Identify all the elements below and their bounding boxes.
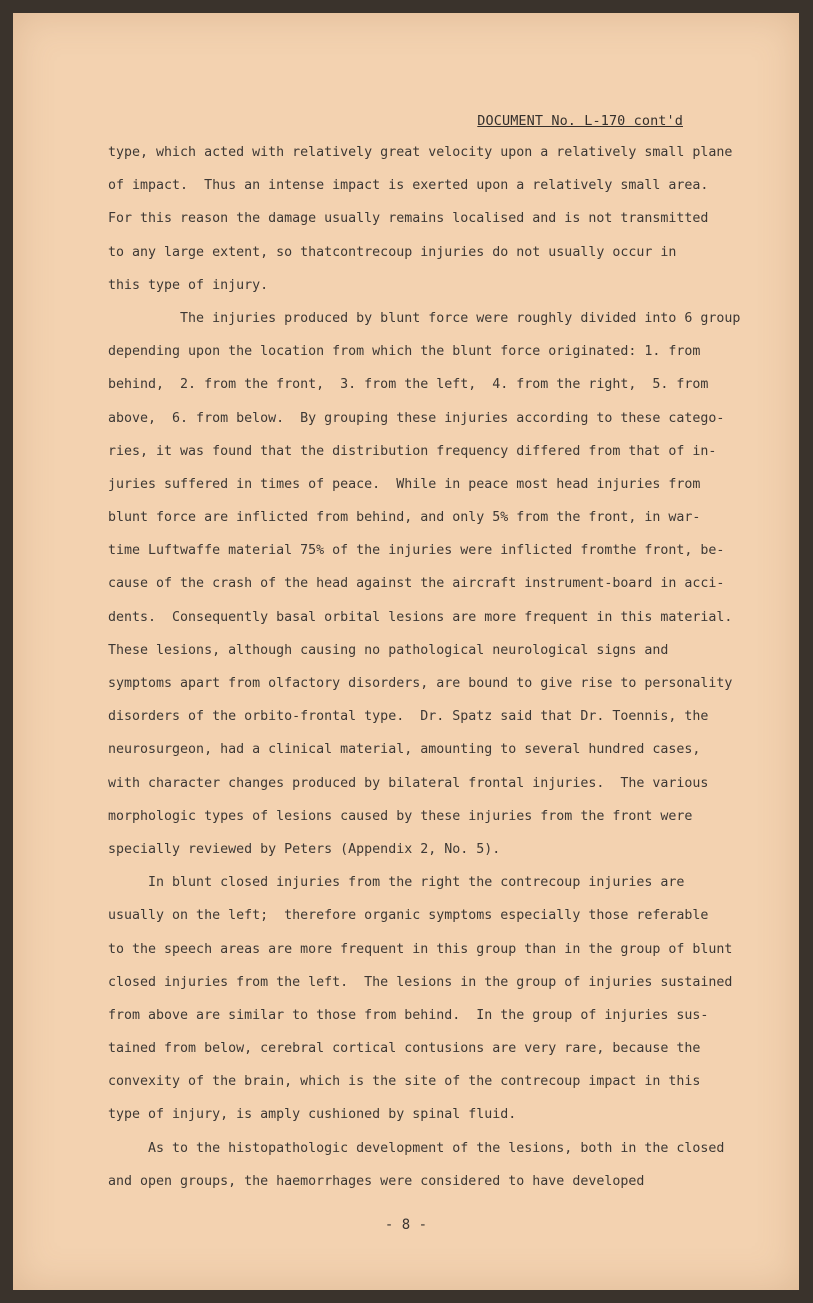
document-page xyxy=(13,13,799,1290)
text-line: closed injuries from the left. The lesions in the group of injuries sustained xyxy=(108,974,733,990)
text-line: with character changes produced by bilateral frontal injuries. The various xyxy=(108,775,709,791)
text-line: type of injury, is amply cushioned by spinal fluid. xyxy=(108,1107,517,1123)
text-line: neurosurgeon, had a clinical material, amounting to several hundred cases, xyxy=(108,742,701,758)
text-line: from above are similar to those from behind. In the group of injuries sus- xyxy=(108,1007,709,1023)
document-header: DOCUMENT No. L-170 cont'd xyxy=(477,113,683,129)
text-line: blunt force are inflicted from behind, and only 5% from the front, in war- xyxy=(108,510,701,526)
text-line: dents. Consequently basal orbital lesions are more frequent in this material. xyxy=(108,609,733,625)
text-line: symptoms apart from olfactory disorders, are bound to give rise to personality xyxy=(108,676,733,691)
text-line: These lesions, although causing no pathological neurological signs and xyxy=(108,642,669,658)
text-line: In blunt closed injuries from the right the contrecoup injuries are xyxy=(108,875,685,891)
text-line: type, which acted with relatively great velocity upon a relatively small plane xyxy=(108,145,733,160)
text-line: to any large extent, so thatcontrecoup injuries do not usually occur in xyxy=(108,244,677,260)
text-line: usually on the left; therefore organic symptoms especially those referable xyxy=(108,908,709,924)
text-line: ries, it was found that the distribution frequency differed from that of in- xyxy=(108,443,717,459)
text-line: disorders of the orbito-frontal type. Dr. Spatz said that Dr. Toennis, the xyxy=(108,709,709,725)
text-line: time Luftwaffe material 75% of the injuries were inflicted fromthe front, be- xyxy=(108,543,725,559)
text-line: of impact. Thus an intense impact is exerted upon a relatively small area. xyxy=(108,178,709,194)
text-line: convexity of the brain, which is the site of the contrecoup impact in this xyxy=(108,1074,701,1090)
text-line: As to the histopathologic development of the lesions, both in the closed xyxy=(108,1140,725,1156)
text-line: to the speech areas are more frequent in this group than in the group of blunt xyxy=(108,941,733,957)
text-line: The injuries produced by blunt force were roughly divided into 6 group xyxy=(108,310,741,326)
text-line: depending upon the location from which the blunt force originated: 1. from xyxy=(108,344,701,360)
text-line: tained from below, cerebral cortical contusions are very rare, because the xyxy=(108,1041,701,1057)
document-body xyxy=(108,136,748,1198)
text-line: and open groups, the haemorrhages were considered to have developed xyxy=(108,1173,645,1189)
text-line: For this reason the damage usually remains localised and is not transmitted xyxy=(108,211,709,227)
text-line: morphologic types of lesions caused by these injuries from the front were xyxy=(108,808,693,824)
text-line: above, 6. from below. By grouping these injuries according to these catego- xyxy=(108,410,725,426)
text-line: specially reviewed by Peters (Appendix 2, No. 5). xyxy=(108,841,501,857)
text-line: behind, 2. from the front, 3. from the left, 4. from the right, 5. from xyxy=(108,377,709,393)
text-line: this type of injury. xyxy=(108,277,269,293)
text-line: cause of the crash of the head against the aircraft instrument-board in acci- xyxy=(108,576,725,592)
page-number: - 8 - xyxy=(384,1217,428,1233)
text-line: juries suffered in times of peace. While in peace most head injuries from xyxy=(108,476,701,492)
